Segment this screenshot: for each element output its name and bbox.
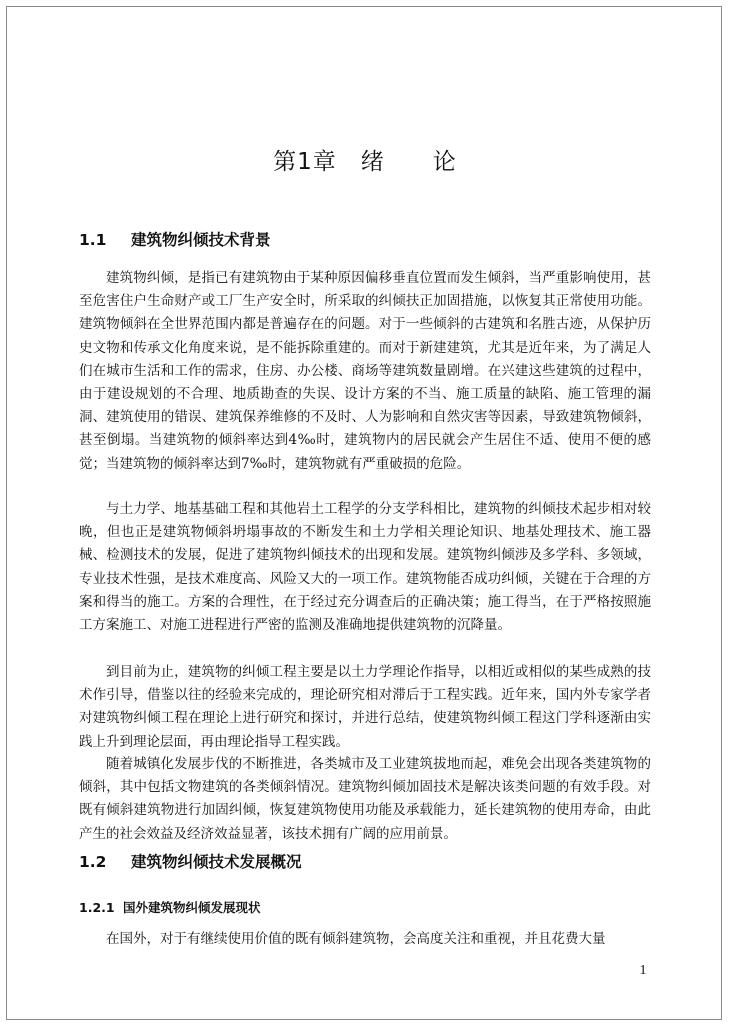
paragraph: 与土力学、地基基础工程和其他岩土工程学的分支学科相比，建筑物的纠倾技术起步相对较晚，但也正是建筑物倾斜坍塌事故的不断发生和土力学相关理论知识、地基处理技术、施工器械、检测技术的发展，促进了建筑物纠倾技术的出现和发展。建筑物纠倾涉及多学科、多领域，专业技术性强，是技术难度高、风险又大的一项工作。建筑物能否成功纠倾，关键在于合理的方案和得当的施工。方案的合理性，在于经过充分调查后的正确决策；施工得当，在于严格按照施工方案施工、对施工进程进行严密的监测及准确地提供建筑物的沉降量。	[79, 501, 651, 634]
paragraph: 建筑物纠倾，是指已有建筑物由于某种原因偏移垂直位置而发生倾斜，当严重影响使用，甚至危害住户生命财产或工厂生产安全时，所采取的纠倾扶正加固措施，以恢复其正常使用功能。建筑物倾斜在全世界范围内都是普遍存在的问题。对于一些倾斜的古建筑和名胜古迹，从保护历史文物和传承文化角度来说，是不能拆除重建的。而对于新建建筑，尤其是近年来，为了满足人们在城市生活和工作的需求，住房、办公楼、商场等建筑数量剧增。在兴建这些建筑的过程中，由于建设规划的不合理、地质勘查的失误、设计方案的不当、施工质量的缺陷、施工管理的漏洞、建筑使用的错误、建筑保养维修的不及时、人为影响和自然灾害等因素，导致建筑物倾斜，甚至倒塌。当建筑物的倾斜率达到4‰时，建筑物内的居民就会产生居住不适、使用不便的感觉；当建筑物的倾斜率达到7‰时，建筑物就有严重破损的危险。	[79, 270, 651, 472]
section-title: 建筑物纠倾技术发展概况	[131, 853, 302, 871]
paragraph: 在国外，对于有继续使用价值的既有倾斜建筑物，会高度关注和重视，并且花费大量	[106, 931, 606, 947]
subsection-number: 1.2.1	[79, 900, 115, 915]
section-heading-1-2	[79, 851, 302, 873]
section-number: 1.1	[79, 231, 107, 249]
subsection-title: 国外建筑物纠倾发展现状	[123, 900, 261, 915]
paragraph: 随着城镇化发展步伐的不断推进，各类城市及工业建筑拔地而起，难免会出现各类建筑物的倾斜，其中包括文物建筑的各类倾斜情况。建筑物纠倾加固技术是解决该类问题的有效手段。对既有倾斜建筑物进行加固纠倾，恢复建筑物使用功能及承载能力，延长建筑物的使用寿命，由此产生的社会效益及经济效益显著，该技术拥有广阔的应用前景。	[79, 756, 651, 842]
section-number: 1.2	[79, 853, 107, 871]
paragraph: 到目前为止，建筑物的纠倾工程主要是以土力学理论作指导，以相近或相似的某些成熟的技术作引导，借鉴以往的经验来完成的，理论研究相对滞后于工程实践。近年来，国内外专家学者对建筑物纠倾工程在理论上进行研究和探讨，并进行总结，使建筑物纠倾工程这门学科逐渐由实践上升到理论层面，再由理论指导工程实践。	[79, 664, 651, 750]
subsection-heading-1-2-1	[79, 898, 261, 918]
chapter-title: 第1章 绪 论	[273, 149, 457, 175]
section-title: 建筑物纠倾技术背景	[131, 231, 271, 249]
page-number: 1	[639, 963, 647, 978]
section-heading-1-1	[79, 229, 271, 251]
